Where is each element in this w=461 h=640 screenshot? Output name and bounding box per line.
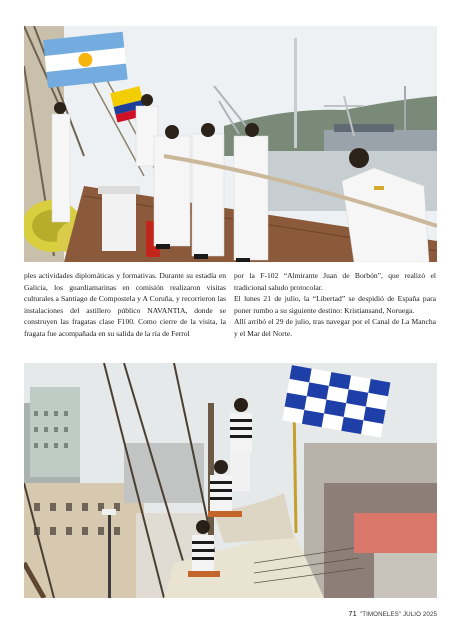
photo-cadets-on-rigging bbox=[24, 363, 437, 598]
article-column-left bbox=[24, 270, 226, 340]
article-paragraph: Allí arribó el 29 de julio, tras navegar por el Canal de La Mancha y el Mar del Norte. bbox=[234, 317, 436, 338]
page-footer bbox=[348, 609, 437, 618]
article-paragraph: El lunes 21 de julio, la “Libertad” se despidió de España para poner rumbo a su siguiente destino: Kristiansand, Noruega. bbox=[234, 294, 436, 315]
publication-name: "TIMONELES" JULIO 2025 bbox=[359, 611, 437, 618]
article-paragraph: ples actividades diplomáticas y formativas. Durante su estadía en Galicia, los guardiamarinas en comisión realizaron visitas culturales a Santiago de Compostela y A Coruña, y recorrieron las instalaciones del astillero público NAVANTIA, donde se construyen las fragatas clase F100. Como cierre de la visita, la fragata fue acompañada en su salida de la ría de Ferrol bbox=[24, 271, 226, 338]
article-paragraph: por la F-102 “Almirante Juan de Borbón”, que realizó el tradicional saludo protocolar. bbox=[234, 271, 436, 292]
article-column-right bbox=[234, 270, 436, 340]
page-number: 71 bbox=[348, 609, 357, 618]
photo-crew-on-deck bbox=[24, 26, 437, 262]
